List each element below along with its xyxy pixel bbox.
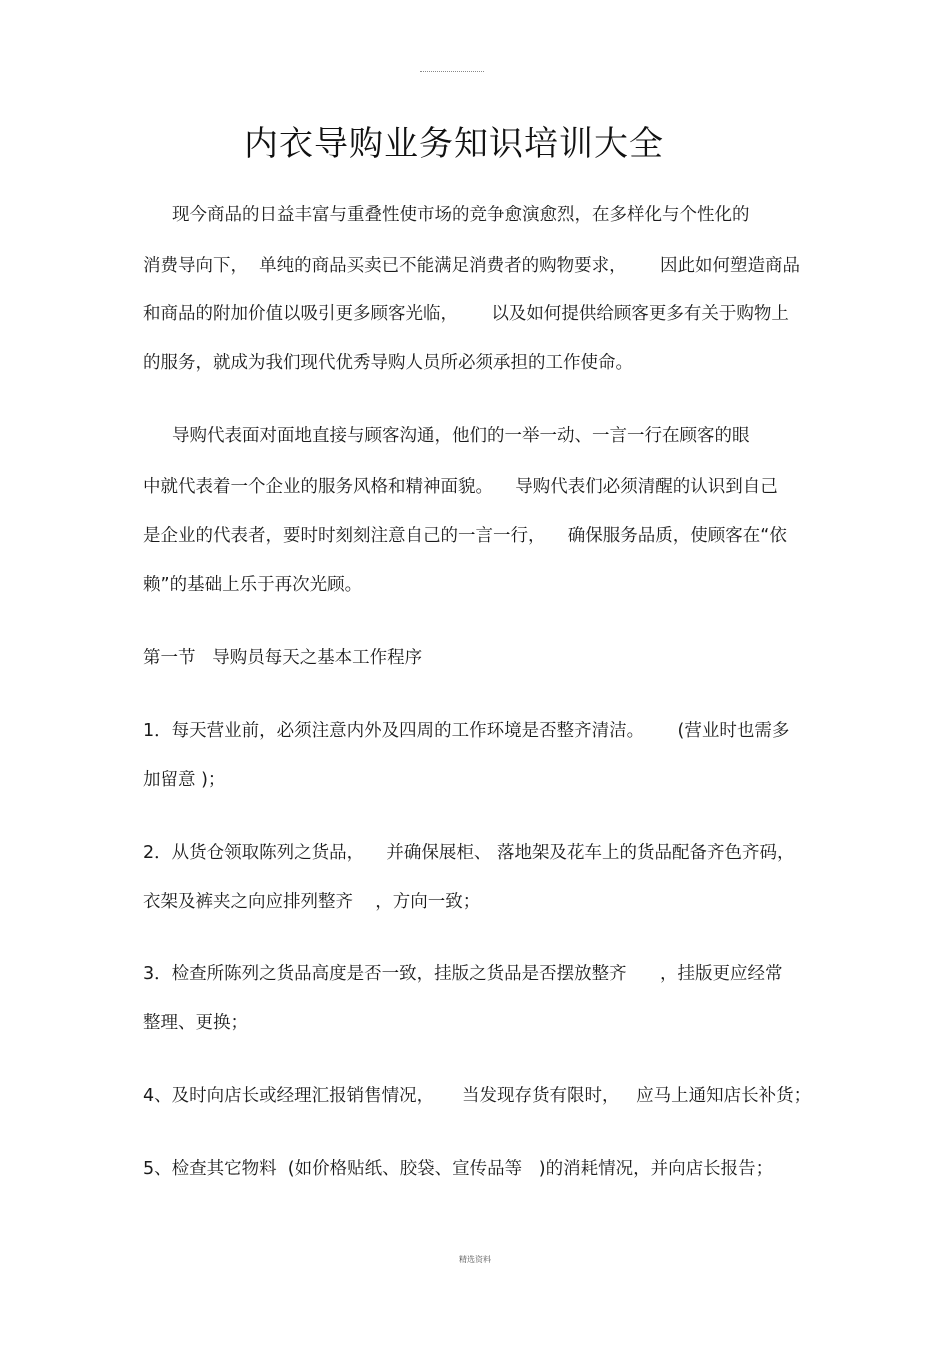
header-divider bbox=[420, 71, 484, 72]
paragraph-2-line-2: 中就代表着一个企业的服务风格和精神面貌。 导购代表们必须清醒的认识到自己 bbox=[143, 477, 778, 497]
list-item-3-line-1: 3．检查所陈列之货品高度是否一致，挂版之货品是否摆放整齐 ，挂版更应经常 bbox=[143, 964, 783, 984]
page-footer: 精选资料 bbox=[459, 1255, 491, 1264]
document-title: 内衣导购业务知识培训大全 bbox=[244, 124, 664, 164]
list-item-5: 5、检查其它物料 (如价格贴纸、胶袋、宣传品等 )的消耗情况，并向店长报告； bbox=[143, 1159, 774, 1179]
list-item-1-line-2: 加留意 )； bbox=[143, 770, 226, 790]
list-item-2-line-2: 衣架及裤夹之向应排列整齐 ，方向一致； bbox=[143, 892, 481, 912]
paragraph-2-line-4: 赖”的基础上乐于再次光顾。 bbox=[143, 575, 363, 595]
paragraph-1-line-2: 消费导向下， 单纯的商品买卖已不能满足消费者的购物要求， 因此如何塑造商品 bbox=[143, 256, 800, 276]
paragraph-1-line-4: 的服务，就成为我们现代优秀导购人员所必须承担的工作使命。 bbox=[143, 353, 633, 373]
list-item-4: 4、及时向店长或经理汇报销售情况， 当发现存货有限时， 应马上通知店长补货； bbox=[143, 1086, 812, 1106]
list-item-1-line-1: 1．每天营业前，必须注意内外及四周的工作环境是否整齐清洁。 (营业时也需多 bbox=[143, 721, 790, 741]
paragraph-1-line-1: 现今商品的日益丰富与重叠性使市场的竞争愈演愈烈，在多样化与个性化的 bbox=[172, 205, 750, 225]
list-item-3-line-2: 整理、更换； bbox=[143, 1013, 248, 1033]
paragraph-1-line-3: 和商品的附加价值以吸引更多顾客光临， 以及如何提供给顾客更多有关于购物上 bbox=[143, 304, 789, 324]
section-heading: 第一节 导购员每天之基本工作程序 bbox=[143, 648, 423, 668]
list-item-2-line-1: 2．从货仓领取陈列之货品， 并确保展柜、 落地架及花车上的货品配备齐色齐码， bbox=[143, 843, 795, 863]
paragraph-2-line-1: 导购代表面对面地直接与顾客沟通，他们的一举一动、一言一行在顾客的眼 bbox=[172, 426, 750, 446]
paragraph-2-line-3: 是企业的代表者，要时时刻刻注意自己的一言一行， 确保服务品质，使顾客在“依 bbox=[143, 526, 787, 546]
